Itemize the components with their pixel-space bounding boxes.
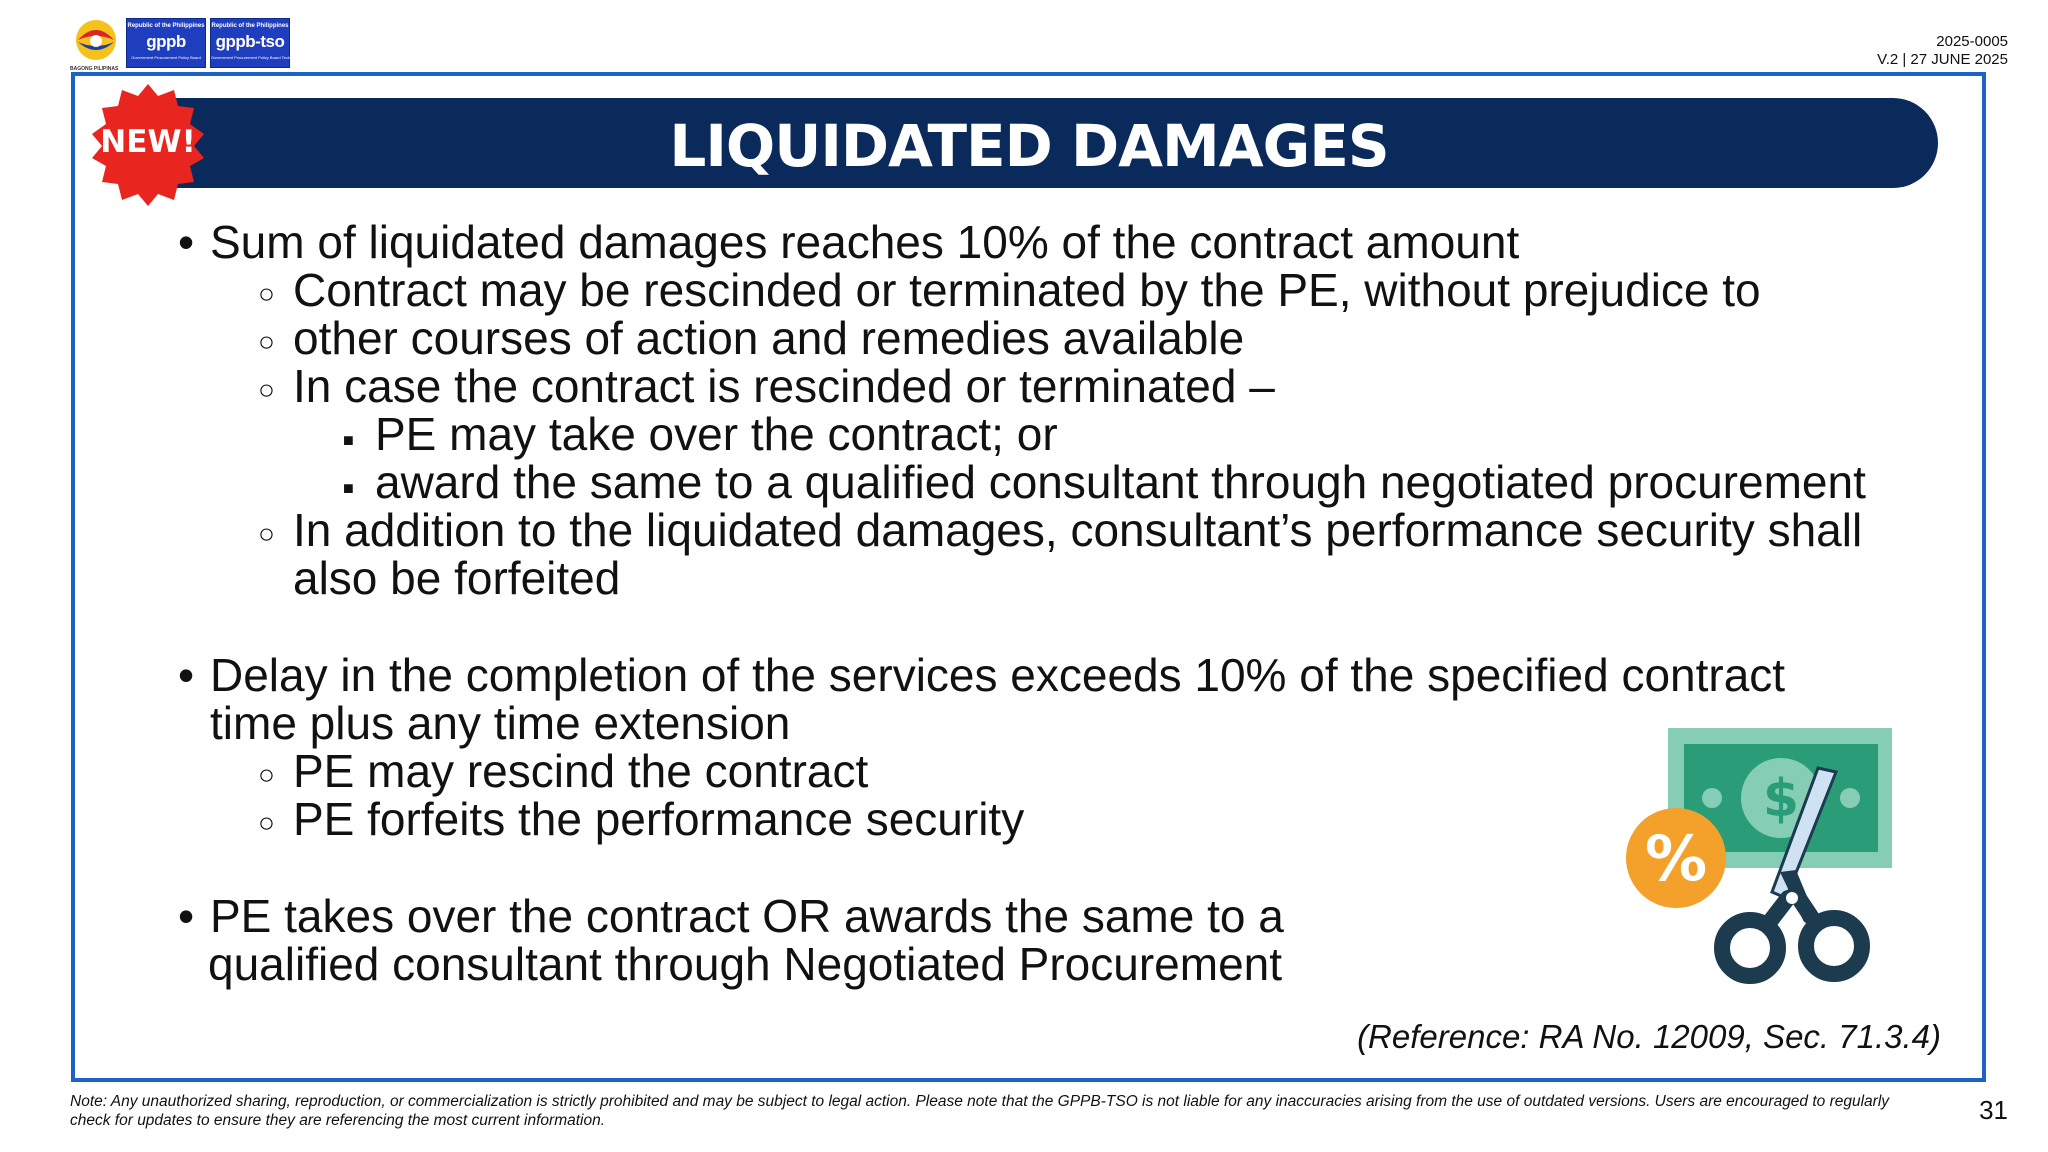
gppb-logo-name: gppb bbox=[146, 32, 186, 51]
bullet-2-line-2-text: time plus any time extension bbox=[210, 697, 791, 749]
scissor-arm-right bbox=[1800, 900, 1816, 924]
bullet-1-sub-2-item-a: ■ PE may take over the contract; or bbox=[178, 410, 1968, 458]
gppb-logo-top: Republic of the Philippines bbox=[127, 23, 205, 29]
dollar-sign: $ bbox=[1762, 769, 1800, 829]
header-logos bbox=[70, 18, 325, 72]
document-meta bbox=[1877, 33, 2008, 69]
bagong-pilipinas-seal-icon bbox=[70, 18, 122, 70]
gppb-tso-logo bbox=[210, 18, 325, 68]
bullet-1-sub-2-item-b: ■ award the same to a qualified consultant through negotiated procurement bbox=[178, 458, 1968, 506]
bullet-2-sub-2: ○ PE forfeits the performance security bbox=[178, 795, 1968, 843]
spacer bbox=[178, 602, 1968, 651]
bullet-2-sub-1: ○ PE may rescind the contract bbox=[178, 747, 1968, 795]
reference-citation: (Reference: RA No. 12009, Sec. 71.3.4) bbox=[1357, 1018, 1941, 1055]
gppb-tso-logo-name: gppb-tso bbox=[215, 32, 285, 51]
bullet-1-sub-1-line-1: ○ Contract may be rescinded or terminated by the PE, without prejudice to bbox=[178, 266, 1968, 314]
bullet-1-sub-3-line-2-text: also be forfeited bbox=[293, 552, 621, 604]
gppb-logo-sub: Government Procurement Policy Board bbox=[131, 55, 201, 60]
bullet-2-line-1: • Delay in the completion of the services exceeds 10% of the specified contract bbox=[178, 651, 1968, 699]
bullet-1-sub-3-line-1: ○ In addition to the liquidated damages, consultant’s performance security shall bbox=[178, 506, 1968, 554]
scissor-pivot bbox=[1786, 892, 1798, 904]
new-badge-label: NEW! bbox=[100, 124, 196, 160]
seal-caption: BAGONG PILIPINAS bbox=[70, 66, 119, 72]
bullet-1-sub-1-line-2 bbox=[178, 314, 1968, 362]
document-number: 2025-0005 bbox=[1936, 33, 2008, 50]
bullet-1: • Sum of liquidated damages reaches 10% of the contract amount bbox=[178, 218, 1968, 266]
bullet-3-line-1: • PE takes over the contract OR awards the same to a bbox=[178, 892, 1968, 940]
page-number: 31 bbox=[1979, 1095, 2008, 1125]
gppb-tso-logo-sub: Government Procurement Policy Board Technical Support Office bbox=[211, 55, 325, 60]
bill-dot-left bbox=[1702, 788, 1722, 808]
bullet-1-sub-1-line-2-text: other courses of action and remedies available bbox=[293, 312, 1245, 364]
gppb-logo bbox=[126, 18, 206, 68]
scissor-arm-left bbox=[1768, 898, 1788, 924]
document-version: V.2 | 27 JUNE 2025 bbox=[1877, 51, 2008, 68]
bullet-3-line-2-text: qualified consultant through Negotiated Procurement bbox=[208, 938, 1283, 990]
gppb-tso-logo-top: Republic of the Philippines bbox=[211, 23, 289, 29]
bullet-1-sub-3-line-2 bbox=[178, 554, 1968, 602]
money-cut-illustration-icon bbox=[1620, 722, 1892, 994]
title-bar bbox=[120, 98, 1938, 188]
bill-dot-right bbox=[1840, 788, 1860, 808]
footer-note: Note: Any unauthorized sharing, reproduction, or commercialization is strictly prohibited and may be subject to legal action. Please note that the GPPB-TSO is not liable for any inaccuracies arising from the use of outdated versions. Users are encouraged to regularly check for updates to ensure they are referencing the most current information. bbox=[70, 1093, 1890, 1129]
bullet-1-sub-2: ○ In case the contract is rescinded or terminated – bbox=[178, 362, 1968, 410]
percent-sign: % bbox=[1644, 822, 1708, 895]
slide-title: LIQUIDATED DAMAGES bbox=[669, 112, 1389, 180]
